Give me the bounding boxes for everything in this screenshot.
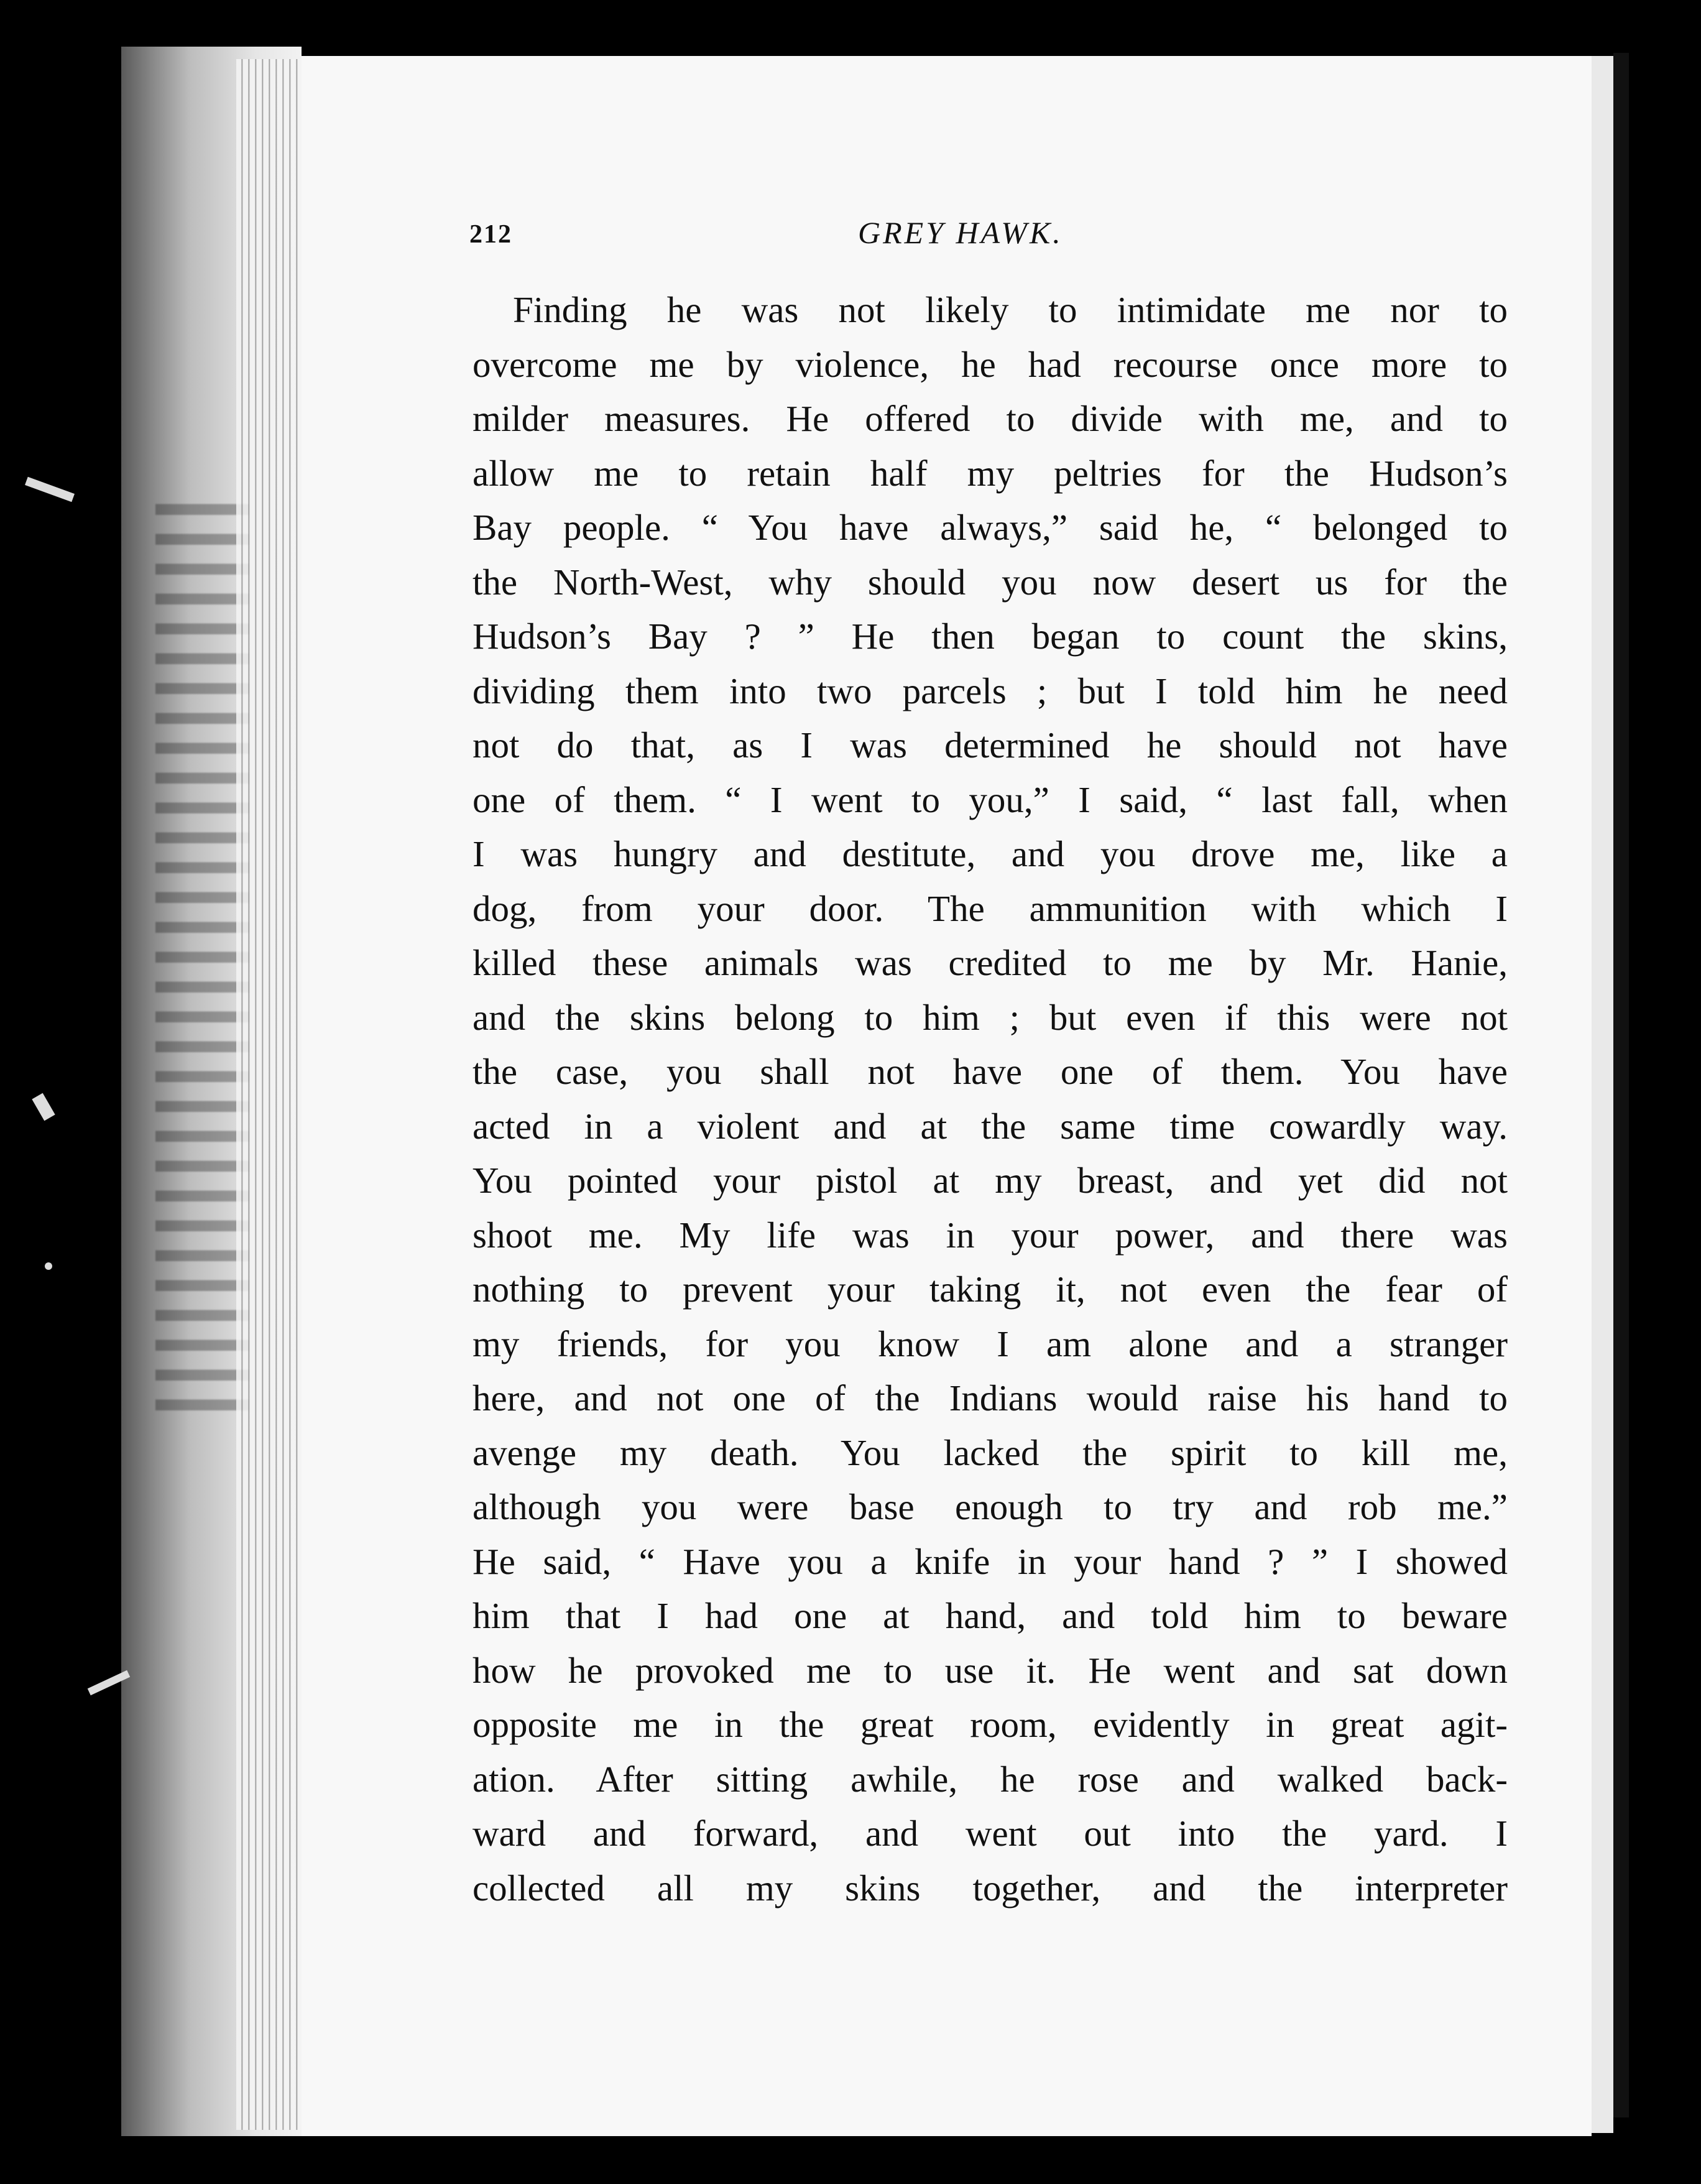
text-line: dividing them into two parcels ; but I told him he need (472, 670, 1508, 711)
text-line: ward and forward, and went out into the yard. I (472, 1813, 1508, 1854)
text-line: although you were base enough to try and rob me.” (472, 1486, 1508, 1527)
text-line: shoot me. My life was in your power, and there was (472, 1214, 1508, 1256)
text-line: allow me to retain half my peltries for the Hudson’s (472, 452, 1508, 494)
text-line: killed these animals was credited to me by Mr. Hanie, (472, 942, 1508, 983)
text-line: opposite me in the great room, evidently in great agit- (472, 1704, 1508, 1745)
text-line: avenge my death. You lacked the spirit to kill me, (472, 1432, 1508, 1473)
running-title: GREY HAWK. (858, 215, 1063, 250)
text-line: Finding he was not likely to intimidate me nor to (513, 289, 1508, 330)
speck (25, 477, 75, 502)
text-line: dog, from your door. The ammunition with which I (472, 887, 1508, 929)
bleed-through-spine-marks (155, 485, 249, 1418)
text-line: overcome me by violence, he had recourse once more to (472, 343, 1508, 385)
page-edge-lines (236, 59, 305, 2130)
text-line: ation. After sitting awhile, he rose and walked back- (472, 1758, 1508, 1800)
text-line: milder measures. He offered to divide with me, and to (472, 398, 1508, 439)
page-number: 212 (469, 220, 512, 249)
text-line: my friends, for you know I am alone and a stranger (472, 1323, 1508, 1364)
text-line: acted in a violent and at the same time cowardly way. (472, 1105, 1508, 1147)
text-line: one of them. “ I went to you,” I said, “ last fall, when (472, 779, 1508, 820)
speck (32, 1093, 55, 1121)
text-line: here, and not one of the Indians would raise his hand to (472, 1377, 1508, 1418)
text-line: I was hungry and destitute, and you drove me, like a (472, 833, 1508, 874)
text-line: You pointed your pistol at my breast, and yet did not (472, 1160, 1508, 1201)
text-line: nothing to prevent your taking it, not even the fear of (472, 1269, 1508, 1310)
text-line: He said, “ Have you a knife in your hand ? ” I showed (472, 1540, 1508, 1582)
text-line: Hudson’s Bay ? ” He then began to count the skins, (472, 616, 1508, 657)
text-line: the case, you shall not have one of them. You have (472, 1051, 1508, 1092)
speck (45, 1262, 52, 1270)
running-head (469, 215, 1234, 258)
gutter-shadow (1613, 53, 1629, 2117)
text-line: collected all my skins together, and the interpreter (472, 1867, 1508, 1909)
facing-page-edge (1592, 56, 1613, 2133)
text-line: the North-West, why should you now desert us for the (472, 561, 1508, 603)
text-line: him that I had one at hand, and told him to beware (472, 1595, 1508, 1636)
body-text (472, 283, 1508, 1915)
text-line: how he provoked me to use it. He went and sat down (472, 1649, 1508, 1691)
text-line: Bay people. “ You have always,” said he, “ belonged to (472, 507, 1508, 548)
text-line: and the skins belong to him ; but even if this were not (472, 996, 1508, 1038)
text-line: not do that, as I was determined he should not have (472, 724, 1508, 766)
